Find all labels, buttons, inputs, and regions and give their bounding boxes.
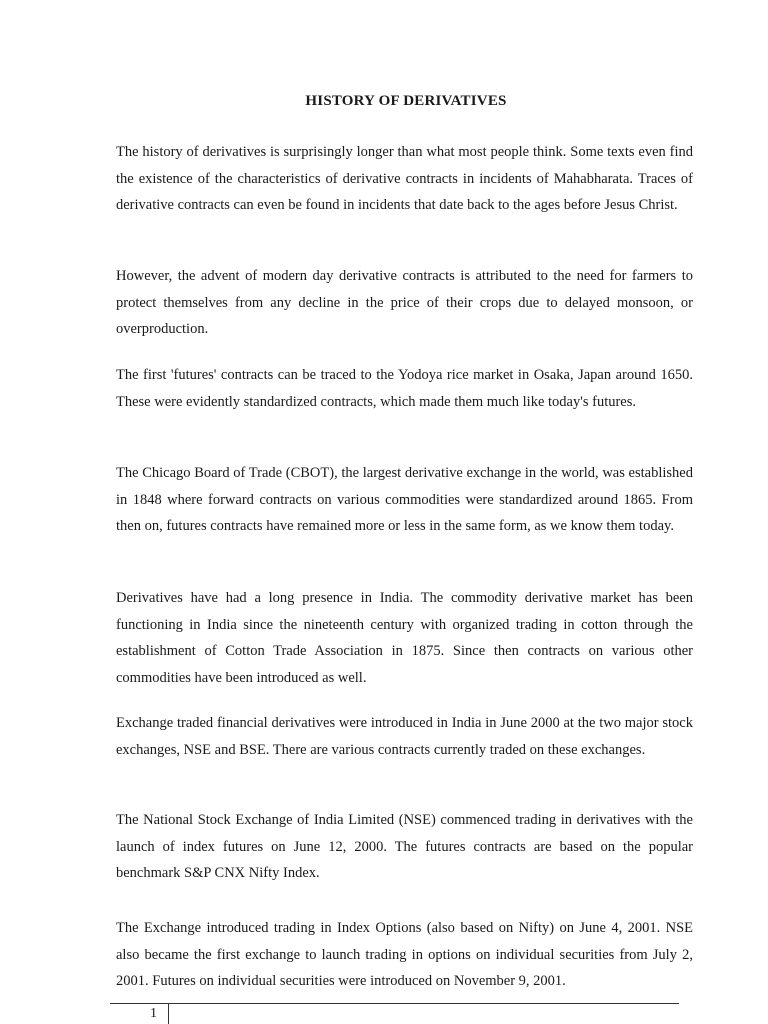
- footer-tick: [168, 1004, 169, 1024]
- footer-divider: [110, 1003, 679, 1004]
- paragraph-nse-trading: The National Stock Exchange of India Limited (NSE) commenced trading in derivatives with the launch of index futures on June 12, 2000. The futures contracts are based on the popular benchmark S&P CNX Nifty Index.: [116, 812, 693, 882]
- paragraph-first-futures: The first 'futures' contracts can be traced to the Yodoya rice market in Osaka, Japan around 1650. These were evidently standardized contracts, which made them much like today's futures.: [116, 367, 693, 410]
- paragraph-exchange-traded: Exchange traded financial derivatives were introduced in India in June 2000 at the two major stock exchanges, NSE and BSE. There are various contracts currently traded on these exchanges.: [116, 715, 693, 758]
- paragraph-history-intro: The history of derivatives is surprisingly longer than what most people think. Some texts even find the existence of the characteristics of derivative contracts in incidents of Mahabharata. Traces of derivative contracts can even be found in incidents that date back to the ages before Jesus Christ.: [116, 144, 693, 214]
- paragraph-india-presence: Derivatives have had a long presence in India. The commodity derivative market has been functioning in India since the nineteenth century with organized trading in cotton through the establishment of Cotton Trade Association in 1875. Since then contracts on various other commodities have been introduced as well.: [116, 590, 693, 687]
- paragraph-modern-derivatives: However, the advent of modern day derivative contracts is attributed to the need for farmers to protect themselves from any decline in the price of their crops due to delayed monsoon, or overproduction.: [116, 268, 693, 338]
- paragraph-index-options: The Exchange introduced trading in Index Options (also based on Nifty) on June 4, 2001. NSE also became the first exchange to launch trading in options on individual securities from July 2, 2001. Futures on individual securities were introduced on November 9, 2001.: [116, 920, 693, 990]
- paragraph-cbot: The Chicago Board of Trade (CBOT), the largest derivative exchange in the world, was established in 1848 where forward contracts on various commodities were standardized around 1865. From then on, futures contracts have remained more or less in the same form, as we know them today.: [116, 465, 693, 535]
- page-title: HISTORY OF DERIVATIVES: [305, 93, 507, 109]
- page-number: 1: [150, 1006, 157, 1021]
